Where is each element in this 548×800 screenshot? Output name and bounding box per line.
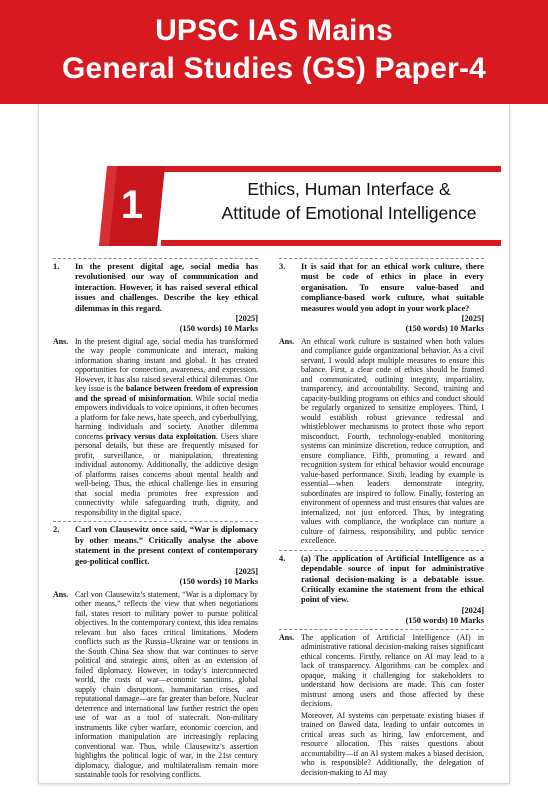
answer-text <box>75 590 258 782</box>
answer-segment: . Users share personal details, but these are frequently misused for profit, surveillance, or manipulation, threatening individual autonomy. Additionally, the addictive design of platforms raises concerns about mental health and well-being. Thus, the ethical challenge lies in ensuring that social media promotes free expression and connectivity while safeguarding truth, dignity, and responsibility in the digital space. <box>75 431 258 517</box>
question-text: Carl von Clausewitz once said, “War is diplomacy by other means.” Critically analyse the above statement in the present context of contemporary geo-political conflict. <box>75 525 258 566</box>
question-4 <box>279 554 484 606</box>
answer-text <box>301 337 484 548</box>
question-number: 1. <box>53 262 60 271</box>
answer-text <box>301 633 484 780</box>
answer-segment: In the present digital age, social media has transformed the way people communicate and interact, making information sharing instant and global. It has created opportunities for connection, awareness, and expression. However, it has also raised several ethical dilemmas. One key issue is the <box>75 336 258 394</box>
question-marks: (150 words) 10 Marks <box>179 324 258 334</box>
question-marks: (150 words) 10 Marks <box>405 616 484 626</box>
chapter-bottom-rule <box>161 240 501 246</box>
answer-emphasis: balance between freedom of expression and the spread of misinformation <box>75 384 259 403</box>
question-number: 4. <box>279 553 286 563</box>
answer-paragraph: The application of Artificial Intelligence (AI) in administrative rational decision-making raises significant ethical concerns. Firstly, reliance on AI may lead to a lack of transparency. Algorithms can be complex and opaque, making it challenging for stakeholders to understand how decisions are made. This can foster mistrust among users and those affected by these decisions. <box>301 632 484 709</box>
banner-title-line-1: UPSC IAS Mains <box>155 14 393 47</box>
question-year: [2025] <box>235 566 258 576</box>
question-marks: (150 words) 10 Marks <box>179 577 258 587</box>
answer-label: Ans. <box>279 632 295 642</box>
chapter-number-badge <box>99 166 165 246</box>
question-divider <box>279 629 484 630</box>
answer-1 <box>53 337 258 520</box>
banner-title-line-2: General Studies (GS) Paper-4 <box>61 52 487 85</box>
answer-paragraph: An ethical work culture is sustained when both values and compliance guide organizational behavior. As a civil servant, I would adopt multiple measures to ensure this balance. First, a clear code of ethics should be framed and communicated, outlining integrity, impartiality, transparency, and accountability. Second, training and capacity-building programs on ethics and conduct should be regularly organized to sensitize employees. Third, I would establish robust grievance redressal and whistleblower mechanisms to protect those who report misconduct. Fourth, technology-enabled monitoring systems can minimize discretion, reduce corruption, and ensure compliance. Fifth, promoting a reward and recognition system for ethical behavior would encourage value-based performance. Sixth, leading by example is essential—when leaders demonstrate integrity, subordinates are inspired to follow. Finally, fostering an environment of openness and trust ensures that values are internalized, not just enforced. Thus, by integrating values with compliance, the workplace can nurture a culture of fairness, responsibility, and public service excellence. <box>301 336 484 546</box>
question-text: In the present digital age, social media has revolutionised our way of communication and interaction. However, it has raised several ethical issues and challenges. Describe the key ethical dilemmas in this regard. <box>75 262 258 313</box>
question-divider <box>279 550 484 551</box>
question-2 <box>53 525 258 567</box>
answer-paragraph: Carl von Clausewitz’s statement, “War is a diplomacy by other means,” reflects the view that when negotiations fail, states resort to military power to pursue political objectives. In the contemporary context, this idea remains relevant but also faces critical limitations. Modern conflicts such as the Russia–Ukraine war or tensions in the South China Sea show that war continues to serve political and strategic aims, often as an extension of failed diplomacy. However, in today’s interconnected world, the costs of war—economic sanctions, global supply chain disruptions, humanitarian crises, and reputational damage—are far greater than before. Nuclear deterrence and international law further restrict the open use of war as a tool of statecraft. Non-military instruments like cyber warfare, economic coercion, and information manipulation are increasingly replacing conventional war. Thus, while Clausewitz’s assertion highlights the political logic of war, in the 21st century diplomacy, dialogue, and multilateralism remain more sustainable tools for resolving conflicts. <box>75 589 258 780</box>
answer-segment: . While social media empowers individuals to voice opinions, it often becomes a platform for fake news, hate speech, and cyberbullying, harming individuals and society. Another dilemma concerns <box>75 393 258 441</box>
question-3 <box>279 262 484 314</box>
question-text: (a) The application of Artificial Intelligence as a dependable source of input for administrative rational decision-making is a debatable issue. Critically examine the statement from the ethical point of view. <box>301 553 484 605</box>
chapter-title-line-1: Ethics, Human Interface & <box>247 179 451 199</box>
question-year: [2024] <box>461 605 484 615</box>
chapter-number: 1 <box>120 183 144 227</box>
answer-2 <box>53 590 258 782</box>
question-1 <box>53 262 258 314</box>
answer-paragraph: Moreover, AI systems can perpetuate existing biases if trained on flawed data, leading to unfair outcomes in critical areas such as hiring, law enforcement, and resource allocation. This raises questions about accountability—if an AI system makes a biased decision, who is responsible? Additionally, the delegation of decision-making to AI may <box>301 710 484 777</box>
question-text: It is said that for an ethical work culture, there must be code of ethics in place in every organisation. To ensure value-based and compliance-based work culture, what suitable measures would you adopt in your work place? <box>301 262 484 313</box>
answer-emphasis: privacy versus data exploitation <box>105 431 216 441</box>
answer-3 <box>279 337 484 548</box>
question-year: [2025] <box>461 314 484 324</box>
question-year: [2025] <box>235 314 258 324</box>
question-number: 3. <box>279 262 286 271</box>
answer-label: Ans. <box>279 336 295 346</box>
chapter-header <box>99 166 510 252</box>
answer-4 <box>279 633 484 780</box>
question-divider <box>279 258 484 259</box>
right-column <box>279 256 484 779</box>
answer-label: Ans. <box>53 336 69 346</box>
question-number: 2. <box>53 525 60 535</box>
question-marks: (150 words) 10 Marks <box>405 324 484 334</box>
chapter-title-line-2: Attitude of Emotional Intelligence <box>221 203 477 223</box>
left-column <box>53 256 258 782</box>
question-divider <box>53 521 258 522</box>
book-page <box>38 104 510 784</box>
title-banner <box>0 0 548 104</box>
answer-label: Ans. <box>53 589 69 599</box>
chapter-top-rule <box>161 166 501 172</box>
answer-text <box>75 337 258 520</box>
question-divider <box>53 258 258 259</box>
